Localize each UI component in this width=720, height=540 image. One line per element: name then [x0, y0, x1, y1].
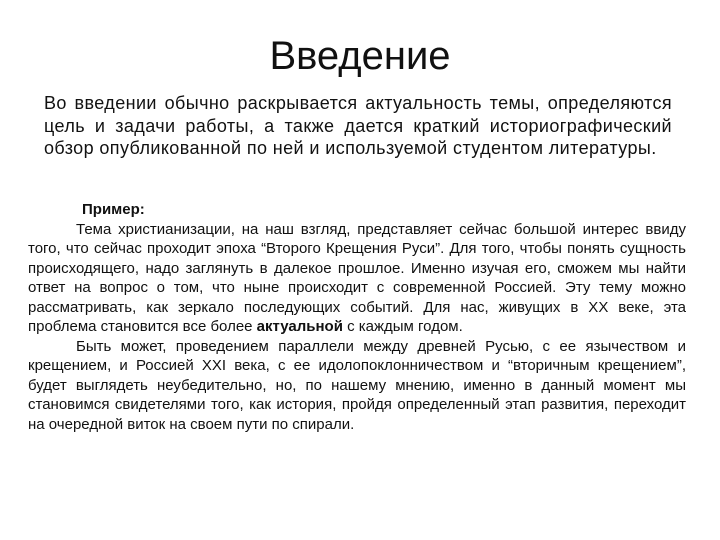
slide-title: Введение	[269, 34, 451, 78]
example-paragraph-1	[28, 220, 686, 337]
emphasis-word: актуальной	[256, 318, 343, 335]
paragraph-1-end: с каждым годом.	[342, 318, 463, 335]
paragraph-1-text: Тема христианизации, на наш взгляд, представляет сейчас большой интерес ввиду того, что сейчас проходит эпоха “Второго Крещения Руси”. Для того, чтобы понять сущность происходящего, надо заглянуть в далекое прошлое. Именно изучая его, сможем мы найти ответ на вопрос о том, что ныне происходит с современной Россией. Эту тему можно рассматривать, как зеркало последующих событий. Для нас, живущих в XX веке, эта проблема становится все более	[28, 220, 686, 335]
intro-paragraph: Во введении обычно раскрывается актуальность темы, определяются цель и задачи работы, а также дается краткий историографический обзор опубликованной по ней и используемой студентом литературы.	[44, 93, 672, 158]
example-label: Пример:	[82, 201, 145, 218]
example-block	[28, 200, 686, 434]
example-paragraph-2: Быть может, проведением параллели между древней Русью, с ее язычеством и крещением, и Россией XXI века, с ее идолопоклонничеством и “вторичным крещением”, будет выглядеть неубедительно, но, по нашему мнению, именно в данный момент мы становимся свидетелями того, как история, пройдя определенный этап развития, переходит на очередной виток на своем пути по спирали.	[28, 337, 686, 433]
